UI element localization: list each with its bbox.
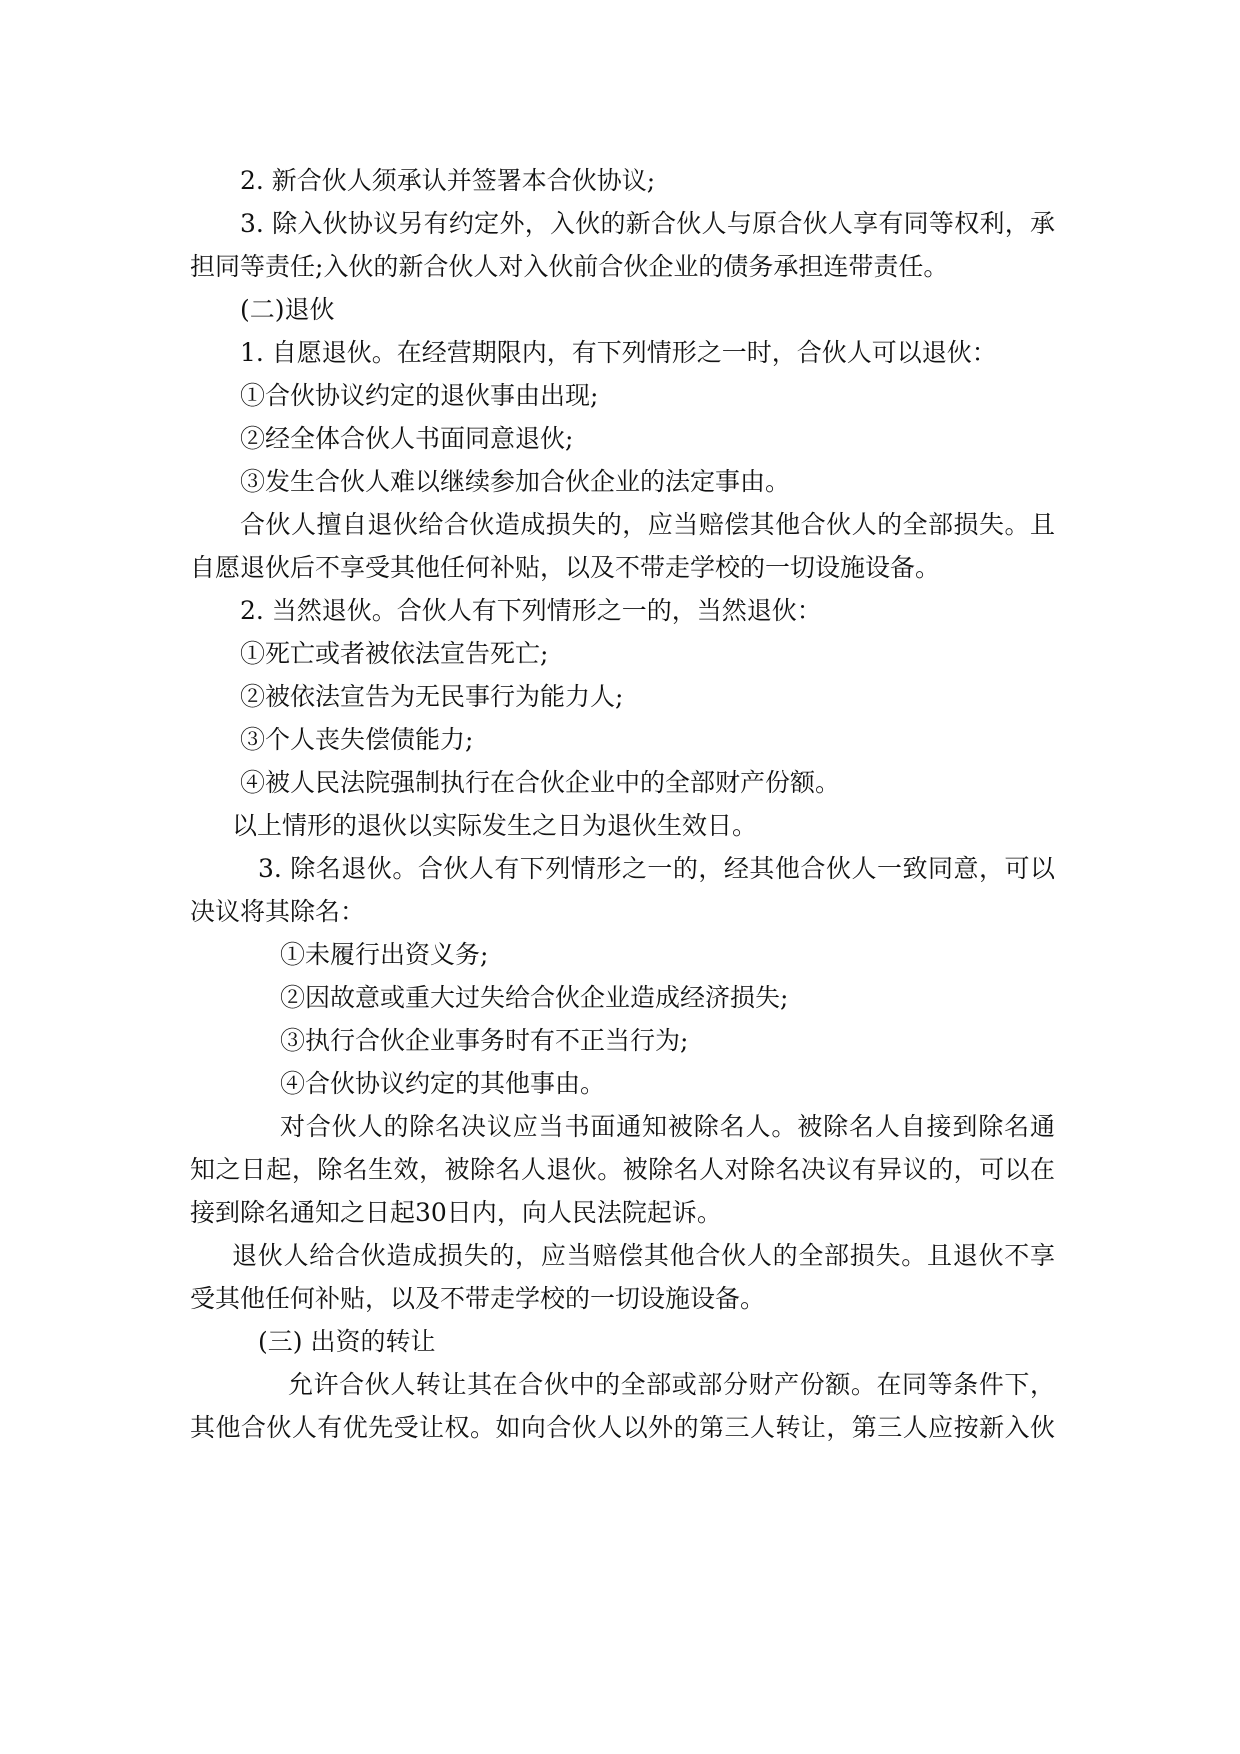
list-item: ④被人民法院强制执行在合伙企业中的全部财产份额。 <box>240 768 841 797</box>
text-line: 决议将其除名： <box>190 897 366 926</box>
text-line: 2. 当然退伙。合伙人有下列情形之一的，当然退伙： <box>240 596 822 625</box>
list-item: ②被依法宣告为无民事行为能力人; <box>240 682 624 711</box>
list-item: ②经全体合伙人书面同意退伙; <box>240 424 574 453</box>
section-heading: (二)退伙 <box>240 295 335 324</box>
text-line: 退伙人给合伙造成损失的，应当赔偿其他合伙人的全部损失。且退伙不享 <box>232 1241 1055 1270</box>
text-line: 担同等责任;入伙的新合伙人对入伙前合伙企业的债务承担连带责任。 <box>190 252 949 281</box>
text-line: 其他合伙人有优先受让权。如向合伙人以外的第三人转让，第三人应按新入伙 <box>190 1413 1055 1442</box>
list-item: ③个人丧失偿债能力; <box>240 725 474 754</box>
list-item: ③执行合伙企业事务时有不正当行为; <box>280 1026 689 1055</box>
text-line: 对合伙人的除名决议应当书面通知被除名人。被除名人自接到除名通 <box>280 1112 1055 1141</box>
text-line: 自愿退伙后不享受其他任何补贴，以及不带走学校的一切设施设备。 <box>190 553 941 582</box>
list-item: ①未履行出资义务; <box>280 940 489 969</box>
list-item: ①死亡或者被依法宣告死亡; <box>240 639 549 668</box>
list-item: ②因故意或重大过失给合伙企业造成经济损失; <box>280 983 789 1012</box>
list-item: ③发生合伙人难以继续参加合伙企业的法定事由。 <box>240 467 791 496</box>
list-item: ①合伙协议约定的退伙事由出现; <box>240 381 599 410</box>
text-line: 知之日起，除名生效，被除名人退伙。被除名人对除名决议有异议的，可以在 <box>190 1155 1055 1184</box>
text-line: 3. 除名退伙。合伙人有下列情形之一的，经其他合伙人一致同意，可以 <box>258 854 1055 883</box>
text-line: 合伙人擅自退伙给合伙造成损失的，应当赔偿其他合伙人的全部损失。且 <box>240 510 1055 539</box>
text-line: 3. 除入伙协议另有约定外，入伙的新合伙人与原合伙人享有同等权利，承 <box>240 209 1055 238</box>
text-line: 受其他任何补贴，以及不带走学校的一切设施设备。 <box>190 1284 766 1313</box>
text-line: 1. 自愿退伙。在经营期限内，有下列情形之一时，合伙人可以退伙： <box>240 338 997 367</box>
text-line: 允许合伙人转让其在合伙中的全部或部分财产份额。在同等条件下， <box>288 1370 1055 1399</box>
section-heading: (三) 出资的转让 <box>258 1327 436 1356</box>
text-line: 以上情形的退伙以实际发生之日为退伙生效日。 <box>232 811 758 840</box>
list-item: ④合伙协议约定的其他事由。 <box>280 1069 606 1098</box>
text-line: 2. 新合伙人须承认并签署本合伙协议; <box>240 166 656 195</box>
text-line: 接到除名通知之日起30日内，向人民法院起诉。 <box>190 1198 722 1227</box>
